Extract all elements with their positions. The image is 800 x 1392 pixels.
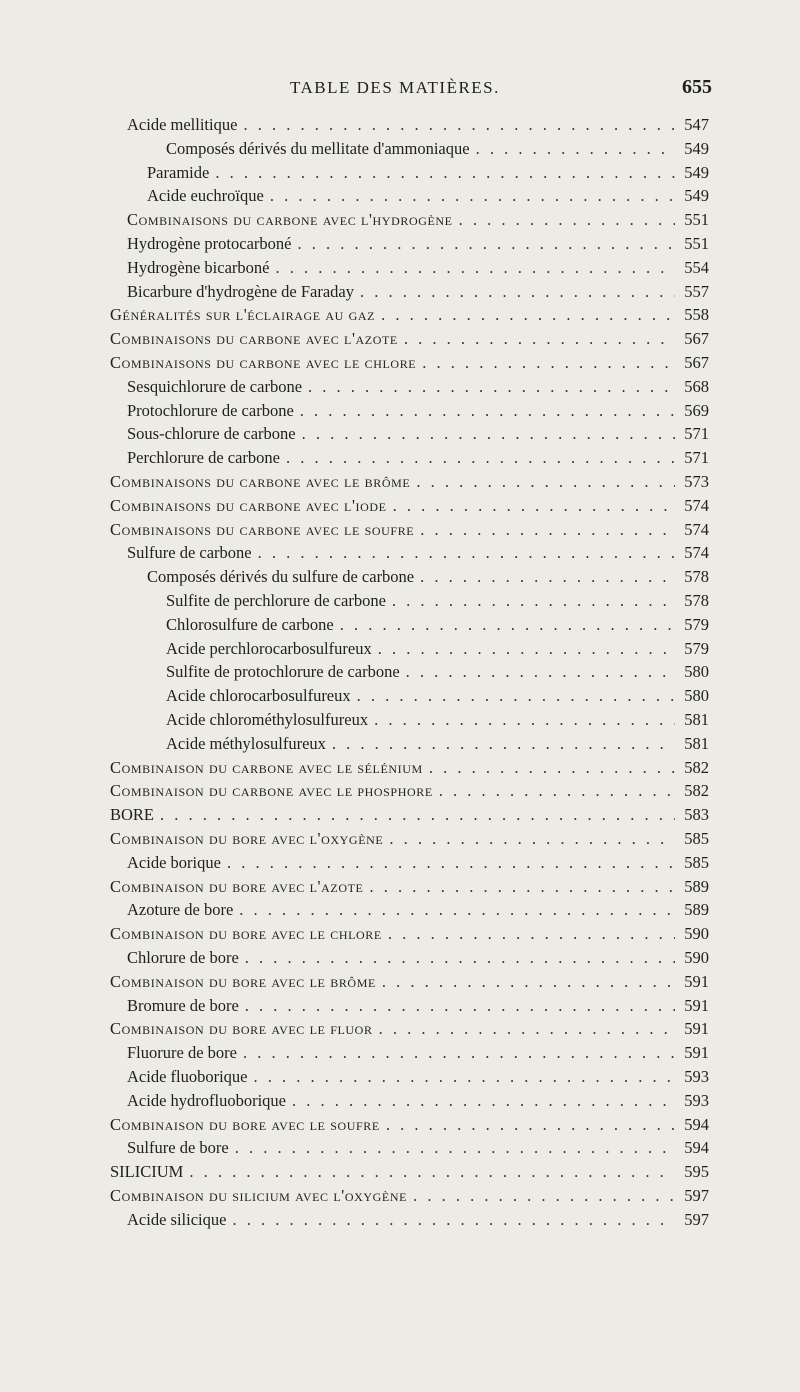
dot-leader xyxy=(386,1112,675,1138)
toc-entry-label: Fluorure de bore xyxy=(127,1043,237,1063)
toc-entry-page: 591 xyxy=(684,971,709,991)
toc-entry-page: 580 xyxy=(684,686,709,706)
toc-entry xyxy=(127,279,709,305)
dot-leader xyxy=(189,1159,675,1185)
toc-entry-label: Composés dérivés du mellitate d'ammoniaque xyxy=(166,138,470,158)
toc-entry-label: SILICIUM xyxy=(110,1162,184,1182)
toc-entry-page: 579 xyxy=(684,638,709,658)
toc-entry xyxy=(110,493,709,519)
toc-entry-page: 581 xyxy=(684,733,709,753)
toc-entry-page: 568 xyxy=(684,376,709,396)
toc-entry-page: 551 xyxy=(684,234,709,253)
toc-entry xyxy=(127,540,709,566)
toc-entry xyxy=(110,1016,709,1042)
toc-entry xyxy=(127,1207,709,1233)
toc-entry xyxy=(110,826,709,852)
toc-entry-page: 585 xyxy=(684,829,709,848)
toc-entry-label: Combinaison du bore avec le soufre xyxy=(110,1114,380,1134)
toc-entry-label: Sulfite de protochlorure de carbone xyxy=(166,662,400,682)
toc-entry-label: Combinaison du carbone avec le phosphore xyxy=(110,781,433,801)
toc-entry xyxy=(110,1183,709,1209)
toc-entry-page: 595 xyxy=(684,1162,709,1182)
dot-leader xyxy=(393,493,675,519)
toc-entry xyxy=(110,755,709,781)
dot-leader xyxy=(360,279,675,305)
toc-entry xyxy=(127,207,709,233)
toc-entry-page: 590 xyxy=(684,924,709,944)
toc-entry xyxy=(127,945,709,971)
toc-entry xyxy=(166,707,709,733)
toc-entry-label: Hydrogène protocarboné xyxy=(127,234,292,253)
toc-entry-page: 551 xyxy=(684,210,709,230)
toc-entry-page: 547 xyxy=(684,115,709,134)
toc-entry xyxy=(127,445,709,471)
toc-entry-page: 594 xyxy=(684,1138,709,1158)
dot-leader xyxy=(476,136,675,162)
toc-entry-label: Combinaisons du carbone avec le soufre xyxy=(110,519,415,539)
toc-entry xyxy=(110,517,709,543)
toc-entry-label: Acide chlorocarbosulfureux xyxy=(166,686,351,706)
toc-entry xyxy=(110,921,709,947)
dot-leader xyxy=(292,1088,675,1114)
toc-entry-label: Acide chlorométhylosulfureux xyxy=(166,710,369,729)
dot-leader xyxy=(389,826,675,852)
dot-leader xyxy=(215,160,675,186)
dot-leader xyxy=(245,993,675,1019)
toc-entry xyxy=(127,231,709,257)
toc-entry-page: 549 xyxy=(684,162,709,182)
toc-entry-label: Composés dérivés du sulfure de carbone xyxy=(147,567,415,587)
toc-entry-page: 597 xyxy=(684,1186,709,1205)
dot-leader xyxy=(243,112,675,138)
toc-entry xyxy=(110,1159,709,1185)
page-number: 655 xyxy=(682,76,712,98)
toc-entry-label: Chlorure de bore xyxy=(127,948,239,967)
dot-leader xyxy=(239,897,675,923)
dot-leader xyxy=(227,850,675,876)
dot-leader xyxy=(378,636,675,662)
toc-entry xyxy=(127,850,709,876)
page-header xyxy=(0,78,800,108)
dot-leader xyxy=(297,231,675,257)
toc-entry xyxy=(166,612,709,638)
toc-entry-page: 578 xyxy=(684,567,709,587)
toc-entry xyxy=(110,969,709,995)
toc-entry xyxy=(147,183,709,209)
toc-entry-label: Sulfure de bore xyxy=(127,1138,229,1158)
toc-entry-page: 585 xyxy=(684,852,709,872)
toc-entry-label: Combinaisons du carbone avec le chlore xyxy=(110,353,417,372)
toc-entry-label: Acide fluoborique xyxy=(127,1067,248,1086)
toc-entry-page: 580 xyxy=(684,662,709,682)
dot-leader xyxy=(429,755,675,781)
toc-entry-page: 591 xyxy=(684,995,709,1015)
dot-leader xyxy=(308,374,675,400)
toc-entry-label: Combinaisons du carbone avec l'hydrogène xyxy=(127,210,453,230)
dot-leader xyxy=(254,1064,675,1090)
dot-leader xyxy=(388,921,675,947)
dot-leader xyxy=(382,969,675,995)
toc-entry-label: Acide hydrofluoborique xyxy=(127,1090,286,1110)
toc-entry xyxy=(127,421,709,447)
toc-entry xyxy=(147,564,709,590)
toc-entry-label: Bicarbure d'hydrogène de Faraday xyxy=(127,281,355,301)
toc-entry-label: Acide euchroïque xyxy=(147,186,264,206)
dot-leader xyxy=(302,421,675,447)
toc-entry xyxy=(127,112,709,138)
dot-leader xyxy=(235,1135,675,1161)
toc-entry-page: 591 xyxy=(684,1019,709,1039)
toc-entry-label: Paramide xyxy=(147,162,210,182)
toc-entry-page: 558 xyxy=(684,305,709,325)
toc-entry-label: Hydrogène bicarboné xyxy=(127,257,270,277)
toc-entry-label: Combinaison du bore avec l'azote xyxy=(110,876,364,896)
toc-entry-page: 569 xyxy=(684,400,709,420)
toc-entry xyxy=(127,1088,709,1114)
toc-entry xyxy=(110,802,709,828)
toc-entry xyxy=(166,588,709,614)
toc-entry-label: Acide borique xyxy=(127,852,221,872)
toc-entry xyxy=(110,302,709,328)
dot-leader xyxy=(340,612,675,638)
dot-leader xyxy=(245,945,675,971)
toc-entry xyxy=(166,683,709,709)
toc-entry-label: Combinaison du bore avec le chlore xyxy=(110,924,382,944)
toc-entry xyxy=(166,136,709,162)
toc-entry-label: Acide silicique xyxy=(127,1209,227,1229)
running-title: TABLE DES MATIÈRES. xyxy=(290,78,500,97)
toc-entry xyxy=(127,398,709,424)
toc-entry-page: 567 xyxy=(684,353,709,372)
toc-entry xyxy=(127,1135,709,1161)
toc-entry-label: Acide perchlorocarbosulfureux xyxy=(166,638,372,658)
toc-entry-label: Généralités sur l'éclairage au gaz xyxy=(110,305,376,325)
toc-entry-label: Chlorosulfure de carbone xyxy=(166,614,334,634)
toc-entry-label: Sesquichlorure de carbone xyxy=(127,376,303,396)
toc-entry-page: 574 xyxy=(684,543,709,563)
toc-entry xyxy=(110,778,709,804)
toc-entry-label: Combinaison du bore avec l'oxygène xyxy=(110,829,384,848)
dot-leader xyxy=(381,302,675,328)
dot-leader xyxy=(275,255,675,281)
toc-entry-page: 597 xyxy=(684,1209,709,1229)
toc-entry xyxy=(166,731,709,757)
toc-entry-page: 557 xyxy=(684,281,709,301)
dot-leader xyxy=(420,517,675,543)
toc-entry xyxy=(147,160,709,186)
toc-entry-page: 582 xyxy=(684,757,709,777)
toc-entry-label: Sulfite de perchlorure de carbone xyxy=(166,591,386,610)
dot-leader xyxy=(422,350,675,376)
dot-leader xyxy=(406,659,675,685)
toc-entry-label: Protochlorure de carbone xyxy=(127,400,294,420)
toc-entry xyxy=(127,897,709,923)
toc-entry-page: 582 xyxy=(684,781,709,801)
dot-leader xyxy=(270,183,675,209)
toc-entry xyxy=(110,1112,709,1138)
toc-entry-page: 571 xyxy=(684,448,709,468)
toc-entry xyxy=(110,326,709,352)
toc-entry-label: Combinaison du carbone avec le sélénium xyxy=(110,757,423,777)
toc-entry-label: Sous-chlorure de carbone xyxy=(127,424,296,444)
toc-entry xyxy=(127,1040,709,1066)
dot-leader xyxy=(286,445,675,471)
dot-leader xyxy=(459,207,675,233)
toc-entry-label: Combinaisons du carbone avec l'azote xyxy=(110,329,398,349)
toc-entry xyxy=(110,469,709,495)
toc-entry-page: 583 xyxy=(684,805,709,825)
toc-entry xyxy=(127,255,709,281)
dot-leader xyxy=(416,469,675,495)
toc-entry xyxy=(166,659,709,685)
toc-entry xyxy=(166,636,709,662)
toc-entry-page: 554 xyxy=(684,257,709,277)
toc-entry-page: 590 xyxy=(684,948,709,967)
dot-leader xyxy=(160,802,675,828)
toc-entry-page: 593 xyxy=(684,1067,709,1086)
toc-entry-page: 581 xyxy=(684,710,709,729)
dot-leader xyxy=(369,874,675,900)
toc-entry xyxy=(127,993,709,1019)
toc-entry xyxy=(110,874,709,900)
dot-leader xyxy=(379,1016,675,1042)
dot-leader xyxy=(392,588,675,614)
toc-entry-label: Bromure de bore xyxy=(127,995,239,1015)
toc-entry-label: BORE xyxy=(110,805,155,825)
dot-leader xyxy=(413,1183,675,1209)
dot-leader xyxy=(420,564,675,590)
dot-leader xyxy=(300,398,675,424)
toc-entry-page: 574 xyxy=(684,495,709,515)
toc-entry-page: 579 xyxy=(684,614,709,634)
toc-entry xyxy=(110,350,709,376)
dot-leader xyxy=(258,540,675,566)
dot-leader xyxy=(243,1040,675,1066)
toc-entry-label: Combinaison du bore avec le fluor xyxy=(110,1019,373,1039)
toc-entry xyxy=(127,374,709,400)
toc-entry xyxy=(127,1064,709,1090)
toc-entry-page: 594 xyxy=(684,1114,709,1134)
toc-entry-page: 573 xyxy=(684,472,709,491)
toc-entry-page: 589 xyxy=(684,900,709,920)
dot-leader xyxy=(374,707,675,733)
toc-entry-label: Combinaisons du carbone avec l'iode xyxy=(110,495,387,515)
toc-entry-label: Azoture de bore xyxy=(127,900,234,920)
toc-entry-label: Combinaison du silicium avec l'oxygène xyxy=(110,1186,408,1205)
toc-entry-page: 591 xyxy=(684,1043,709,1063)
dot-leader xyxy=(357,683,675,709)
toc-entry-label: Sulfure de carbone xyxy=(127,543,252,563)
toc-entry-page: 593 xyxy=(684,1090,709,1110)
toc-entry-page: 589 xyxy=(684,876,709,896)
toc-entry-label: Combinaison du bore avec le brôme xyxy=(110,971,376,991)
toc-entry-label: Acide mellitique xyxy=(127,115,238,134)
toc-entry-page: 549 xyxy=(684,186,709,206)
dot-leader xyxy=(439,778,675,804)
toc-entry-page: 571 xyxy=(684,424,709,444)
toc-entry-page: 549 xyxy=(684,138,709,158)
dot-leader xyxy=(232,1207,675,1233)
toc-entry-label: Combinaisons du carbone avec le brôme xyxy=(110,472,411,491)
toc-entry-label: Acide méthylosulfureux xyxy=(166,733,326,753)
dot-leader xyxy=(332,731,675,757)
toc-entry-page: 567 xyxy=(684,329,709,349)
toc-entry-label: Perchlorure de carbone xyxy=(127,448,281,468)
toc-entry-page: 578 xyxy=(684,591,709,610)
dot-leader xyxy=(404,326,675,352)
toc-entry-page: 574 xyxy=(684,519,709,539)
